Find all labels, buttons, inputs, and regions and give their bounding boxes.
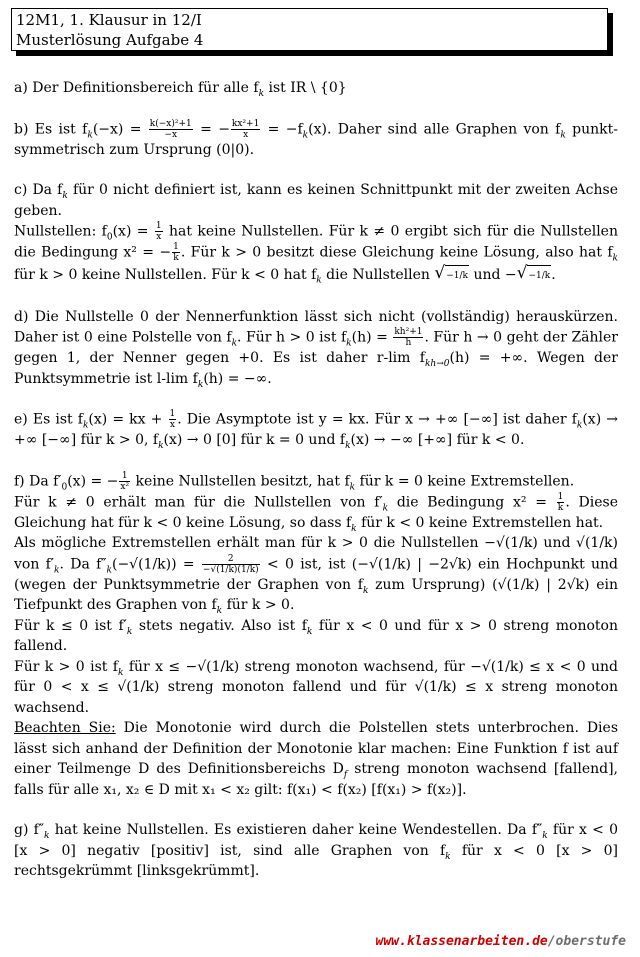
footer-path[interactable]: /oberstufe bbox=[547, 934, 626, 949]
fraction: $\frac{1}{k}$ bbox=[557, 491, 564, 513]
section-c: c) Da $f_k$ für 0 nicht definiert ist, kann es keinen Schnittpunkt mit der zweiten Achse geben. Nullstellen: $f_0(x)$ = $\frac{1}{x}$ hat keine Nullstellen. Für k ≠ 0 ergibt sich für die Nullstellen die Bedingung x² = − $\frac{1}{k}$ . Für k > 0 besitzt diese Gleichung keine Lösung, also hat $f_k$ für k > 0 keine Nullstellen. Für k < 0 hat $f_k$ die Nullstellen √−1/k und −√−1/k. bbox=[14, 182, 618, 286]
square-root: √−1/k bbox=[517, 263, 552, 287]
section-g: g) $f''_k$ hat keine Nullstellen. Es existieren daher keine Wendestellen. Da $f''_k$ für x < 0 [x > 0] negativ [positiv] ist, sind alle Graphen von $f_k$ für x < 0 [x > 0] rechtsgekrümmt [linksgekrümmt]. bbox=[14, 822, 618, 879]
section-b: b) Es ist $f_k(-x)$ = $\frac{\text{k(−x)²+1}}{-x}$ = − $\frac{\text{kx²+1}}{x}$ = $-f_k(x)$. Daher sind alle Graphen von $f_k$ punkt-symmetrisch zum Ursprung (0|0). bbox=[14, 118, 618, 158]
section-a: a) Der Definitionsbereich für alle $f_k$ ist IR \ {0} bbox=[14, 80, 347, 99]
fraction: $\frac{\text{kh²+1}}{h}$ bbox=[394, 327, 423, 348]
limit-subscript: h→0 bbox=[430, 358, 450, 369]
section-f: f) Da $f'_0(x)$ = − $\frac{1}{\text{x²}}$ keine Nullstellen besitzt, hat $f_k$ für k = 0 keine Extremstellen. Für k ≠ 0 erhält man für die Nullstellen von $f'_k$ die Bedingung x² = $\frac{1}{k}$ . Diese Gleichung hat für k < 0 keine Lösung, so dass $f_k$ für k < 0 keine Extremstellen hat. Als mögliche Extremstellen erhält man für k > 0 die Nullstellen −√(1/k) und √(1/k) von $f'_k$. Da $f''_k(-√(1/k))$ = $\frac{2}{-√(1/k)(1/k)}$ < 0 ist, ist (−√(1/k) | −2√k) ein Hochpunkt und (wegen der Punktsymmetrie der Graphen von $f_k$ zum Ursprung) (√(1/k) | 2√k) ein Tiefpunkt des Graphen von $f_k$ für k > 0. Für k ≤ 0 ist $f'_k$ stets negativ. Also ist $f_k$ für x < 0 und für x > 0 streng monoton fallend. Für k > 0 ist $f_k$ für x ≤ −√(1/k) streng monoton wachsend, für −√(1/k) ≤ x < 0 und für 0 < x ≤ √(1/k) streng monoton fallend und für √(1/k) ≤ x streng monoton wachsend. Beachten Sie: Die Monotonie wird durch die Polstellen stets unterbrochen. Dies lässt sich anhand der Definition der Monotonie klar machen: Eine Funktion f ist auf einer Teilmenge D des Definitionsbereichs $D_f$ streng monoton wachsend [fallend], falls für alle x₁, x₂ ∈ D mit x₁ < x₂ gilt: f(x₁) < f(x₂) [f(x₁) > f(x₂)]. bbox=[14, 470, 619, 798]
footer-link[interactable] bbox=[376, 934, 626, 949]
fraction: $\frac{1}{\text{x²}}$ bbox=[120, 470, 130, 492]
section-e: e) Es ist $f_k(x)$ = kx + $\frac{1}{x}$ . Die Asymptote ist y = kx. Für x → +∞ [−∞] ist daher $f_k(x)$ → +∞ [−∞] für k > 0, $f_k(x) \to 0$ [0] für k = 0 und $f_k(x)$ → −∞ [+∞] für k < 0. bbox=[14, 409, 618, 451]
fraction: $\frac{1}{k}$ bbox=[173, 242, 179, 263]
square-root: √−1/k bbox=[434, 263, 469, 287]
header-box bbox=[11, 8, 608, 51]
fraction: $\frac{1}{x}$ bbox=[155, 221, 162, 242]
solution-content bbox=[14, 78, 618, 882]
section-d: d) Die Nullstelle 0 der Nennerfunktion lässt sich nicht (vollständig) herauskürzen. Daher ist 0 eine Polstelle von $f_k$. Für h > 0 ist $f_k(h)$ = $\frac{\text{kh²+1}}{h}$ . Für h → 0 geht der Zähler gegen 1, der Nenner gegen +0. Es ist daher r-lim $f_{kh\to 0}(h)$ = +∞. Wegen der Punktsymmetrie ist l-lim $f_k(h)$ = −∞. bbox=[14, 308, 618, 390]
header-title: 12M1, 1. Klausur in 12/I bbox=[16, 11, 202, 29]
fraction: $\frac{\text{k(−x)²+1}}{-x}$ bbox=[149, 118, 192, 140]
fraction: $\frac{1}{x}$ bbox=[169, 409, 176, 430]
header-subtitle: Musterlösung Aufgabe 4 bbox=[16, 31, 204, 49]
note-label: Beachten Sie: bbox=[14, 720, 116, 736]
fraction: $\frac{\text{kx²+1}}{x}$ bbox=[231, 118, 260, 140]
footer-brand[interactable]: www.klassenarbeiten.de bbox=[375, 934, 548, 949]
fraction: $\frac{2}{-√(1/k)(1/k)}$ bbox=[202, 553, 259, 575]
